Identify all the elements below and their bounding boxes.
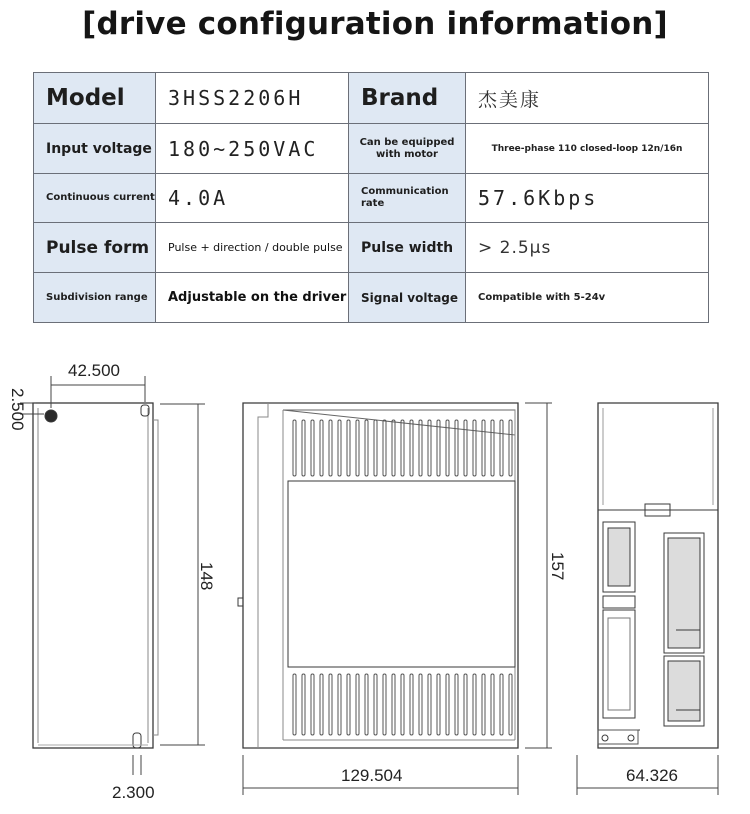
- heatsink-fin: [500, 674, 503, 735]
- table-row: [34, 73, 709, 124]
- heatsink-fin: [464, 674, 467, 735]
- pulse-width-value: > 2.5μs: [466, 223, 709, 273]
- left-view-outline: [33, 403, 153, 748]
- heatsink-fin: [293, 674, 296, 735]
- pulse-form-label: Pulse form: [34, 223, 156, 273]
- heatsink-fin: [419, 420, 422, 476]
- motor-value: Three-phase 110 closed-loop 12n/16n: [466, 124, 709, 174]
- table-row: [34, 124, 709, 174]
- inner-height-label: 148: [197, 562, 216, 591]
- heatsink-fin: [464, 420, 467, 476]
- heatsink-fin: [500, 420, 503, 476]
- input-voltage-value: 180~250VAC: [156, 124, 349, 174]
- pulse-width-label: Pulse width: [349, 223, 466, 273]
- bottom-offset-label: 2.300: [112, 783, 155, 802]
- model-value: 3HSS2206H: [156, 73, 349, 124]
- heatsink-fin: [482, 674, 485, 735]
- heatsink-fin: [473, 674, 476, 735]
- heatsink-fin: [410, 674, 413, 735]
- front-panel: [288, 481, 515, 667]
- spec-table: [33, 72, 709, 323]
- heatsink-fin: [320, 674, 323, 735]
- front-view: [238, 403, 518, 748]
- model-label: Model: [34, 73, 156, 124]
- heatsink-fin: [293, 420, 296, 476]
- heatsink-fin: [410, 420, 413, 476]
- heatsink-fin: [392, 420, 395, 476]
- hole-offset-x-label: 42.500: [68, 361, 120, 380]
- heatsink-fin: [428, 674, 431, 735]
- heatsink-fin: [365, 420, 368, 476]
- heatsink-fin: [347, 420, 350, 476]
- motor-label: Can be equipped with motor: [349, 124, 466, 174]
- left-view: [33, 403, 158, 748]
- heatsink-fin: [446, 674, 449, 735]
- heatsink-fin: [455, 674, 458, 735]
- pulse-form-value: Pulse + direction / double pulse: [156, 223, 349, 273]
- heatsink-fin: [338, 420, 341, 476]
- side-view: [598, 403, 718, 748]
- brand-value: 杰美康: [466, 73, 709, 124]
- heatsink-fin: [311, 674, 314, 735]
- heatsink-fin: [437, 674, 440, 735]
- heatsink-fin: [473, 420, 476, 476]
- heatsink-fin: [302, 420, 305, 476]
- side-depth-label: 64.326: [626, 766, 678, 785]
- heatsink-fin: [356, 420, 359, 476]
- total-height-label: 157: [548, 552, 567, 581]
- heatsink-fin: [383, 674, 386, 735]
- heatsink-fin: [419, 674, 422, 735]
- communication-rate-value: 57.6Kbps: [466, 174, 709, 223]
- heatsink-fin: [437, 420, 440, 476]
- brand-label: Brand: [349, 73, 466, 124]
- heatsink-fin: [338, 674, 341, 735]
- heatsink-fin: [347, 674, 350, 735]
- heatsink-fin: [482, 420, 485, 476]
- heatsink-fin: [509, 674, 512, 735]
- heatsink-fin: [491, 674, 494, 735]
- heatsink-fin: [302, 674, 305, 735]
- hole-offset-y-label: 2.500: [8, 388, 27, 431]
- heatsink-fin: [428, 420, 431, 476]
- heatsink-fin: [392, 674, 395, 735]
- continuous-current-value: 4.0A: [156, 174, 349, 223]
- continuous-current-label: Continuous current: [34, 174, 156, 223]
- heatsink-fin: [374, 674, 377, 735]
- dimension-drawing: [0, 345, 750, 814]
- heatsink-fin: [329, 420, 332, 476]
- table-row: [34, 174, 709, 223]
- communication-rate-label: Communication rate: [349, 174, 466, 223]
- mount-hole-icon: [45, 410, 57, 422]
- heatsink-fin: [374, 420, 377, 476]
- table-row: [34, 223, 709, 273]
- front-width-label: 129.504: [341, 766, 403, 785]
- heatsink-fin: [446, 420, 449, 476]
- heatsink-fin: [320, 420, 323, 476]
- heatsink-fin: [509, 420, 512, 476]
- subdivision-range-value: Adjustable on the driver: [156, 273, 349, 323]
- page-title: [drive configuration information]: [82, 6, 668, 42]
- subdivision-range-label: Subdivision range: [34, 273, 156, 323]
- heatsink-fin: [401, 420, 404, 476]
- signal-voltage-value: Compatible with 5-24v: [466, 273, 709, 323]
- heatsink-fin: [401, 674, 404, 735]
- heatsink-fin: [365, 674, 368, 735]
- heatsink-fin: [383, 420, 386, 476]
- input-voltage-label: Input voltage: [34, 124, 156, 174]
- heatsink-fin: [311, 420, 314, 476]
- heatsink-fin: [329, 674, 332, 735]
- signal-voltage-label: Signal voltage: [349, 273, 466, 323]
- table-row: [34, 273, 709, 323]
- heatsink-fin: [356, 674, 359, 735]
- heatsink-fin: [491, 420, 494, 476]
